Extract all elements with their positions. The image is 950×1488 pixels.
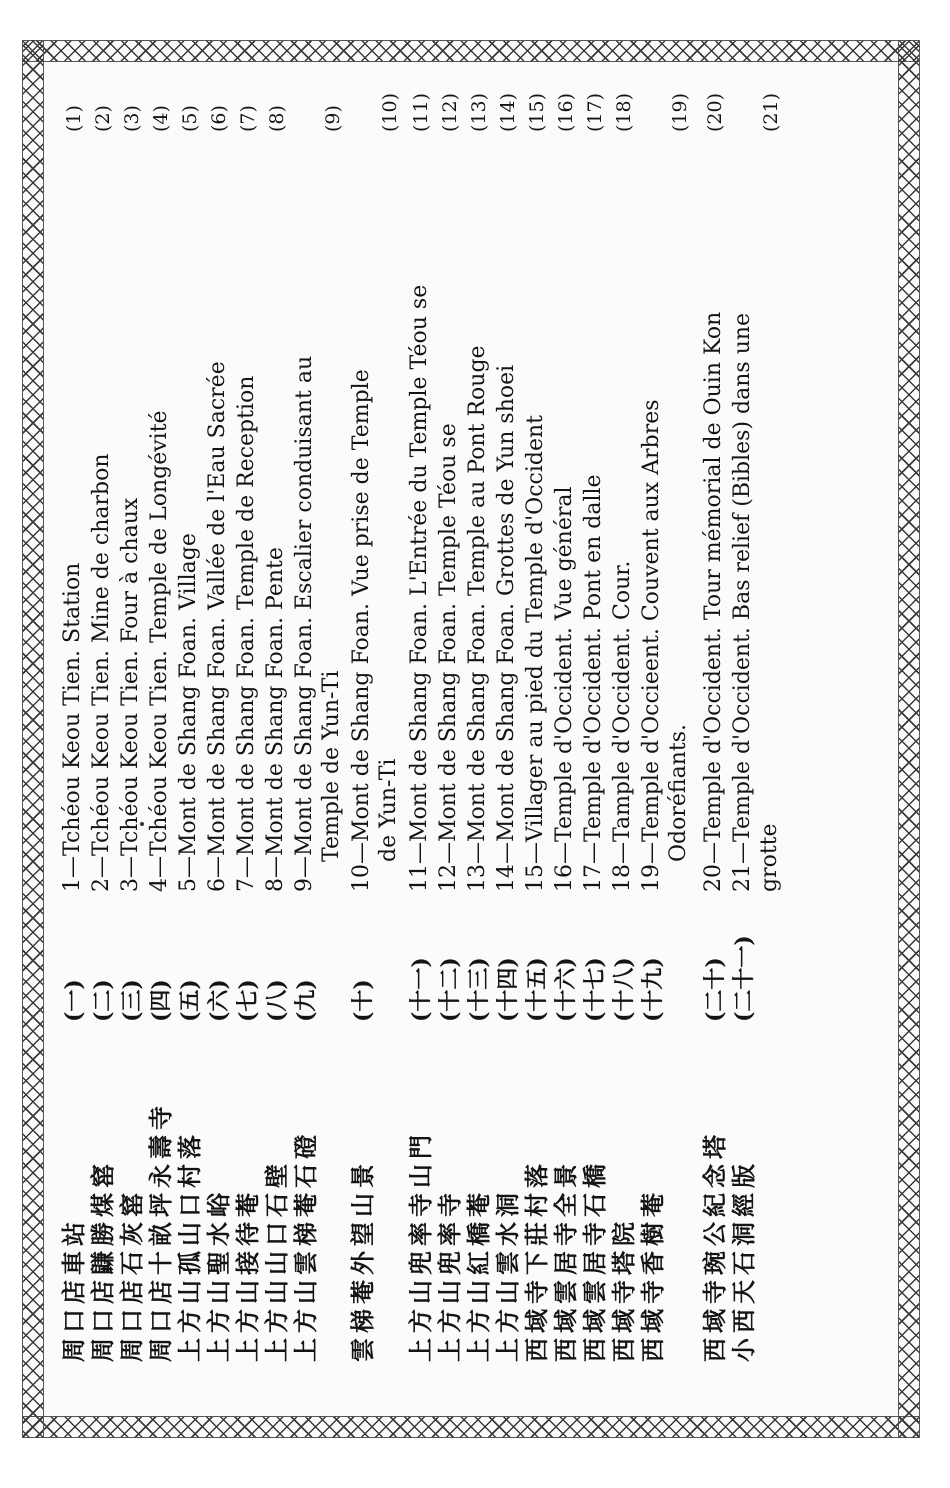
french-caption-line: 17—Temple d'Occident. Pont en dalle [581, 474, 606, 892]
chinese-number: (七) [235, 979, 261, 1022]
french-caption-line: 6—Mont de Shang Foan. Vallée de l'Eau Sacrée [205, 361, 230, 892]
french-caption-line: 10—Mont de Shang Foan. Vue prise de Temple [349, 369, 374, 892]
chinese-number: (十三) [466, 957, 492, 1022]
french-caption-line: 20—Temple d'Occident. Tour mémorial de Ouin Kon [701, 311, 726, 892]
chinese-caption: 上方山兜率寺山門 [406, 1130, 435, 1362]
french-caption [146, 192, 173, 892]
chinese-number: (十五) [524, 957, 550, 1022]
plate-number: (15) [526, 92, 548, 132]
caption-row [59, 62, 89, 1362]
french-caption-line: 7—Mont de Shang Foan. Temple de Reception [234, 375, 259, 892]
chinese-number: (十二) [437, 957, 463, 1022]
french-caption [88, 192, 115, 892]
chinese-number: (十) [350, 979, 376, 1022]
chinese-caption: 上方山孤山口村落 [175, 1130, 204, 1362]
caption-row [88, 62, 118, 1362]
chinese-caption: 西域寺香樹菴 [638, 1188, 667, 1362]
chinese-caption: 上方山紅橋菴 [464, 1188, 493, 1362]
french-caption-line: grotte [757, 823, 782, 892]
french-caption-line: 8—Mont de Shang Foan. Pente [263, 547, 288, 892]
border-right [898, 40, 920, 1438]
chinese-caption: 上方山雲水洞 [493, 1188, 522, 1362]
french-caption [435, 192, 462, 892]
french-caption [175, 192, 202, 892]
caption-row [609, 62, 639, 1362]
french-caption-line: 15—Villager au pied du Temple d'Occident [523, 414, 548, 892]
chinese-number: (二) [90, 979, 116, 1022]
caption-row [464, 62, 494, 1362]
caption-row [175, 62, 205, 1362]
french-caption-line: 12—Mont de Shang Foan. Temple Téou se [436, 423, 461, 892]
chinese-number: (十四) [495, 957, 521, 1022]
caption-row [522, 62, 552, 1362]
border-bottom [22, 1416, 920, 1438]
plate-number: (17) [584, 92, 606, 132]
french-caption-line: de Yun-Ti [376, 758, 401, 862]
caption-row [729, 62, 782, 1362]
french-caption-line: 11—Mont de Shang Foan. L'Entrée du Temple Téou se [407, 284, 432, 892]
french-caption [59, 192, 86, 892]
plate-number: (16) [555, 92, 577, 132]
french-caption [233, 192, 260, 892]
chinese-caption: 小西天石洞經版 [729, 1159, 758, 1362]
chinese-number: (一) [61, 979, 87, 1022]
plate-number: (18) [613, 92, 635, 132]
chinese-caption: 上方山雲梯菴石磴 [291, 1130, 320, 1362]
plate-number: (7) [237, 105, 259, 132]
french-caption [464, 192, 491, 892]
french-caption-line: 9—Mont de Shang Foan. Escalier conduisant au [292, 355, 317, 892]
chinese-caption: 上方山山口石壁 [262, 1159, 291, 1362]
french-caption [638, 192, 692, 892]
plate-number: (12) [439, 92, 461, 132]
french-caption [729, 192, 783, 892]
caption-row [233, 62, 263, 1362]
french-caption [204, 192, 231, 892]
french-caption-line: 1—Tchéou Keou Tien. Station [60, 562, 85, 892]
chinese-number: (十六) [553, 957, 579, 1022]
chinese-caption: 上方山兜率寺 [435, 1188, 464, 1362]
french-caption [406, 192, 433, 892]
plate-number: (2) [92, 105, 114, 132]
french-caption [580, 192, 607, 892]
french-caption-line: 2—Tchéou Keou Tien. Mine de charbon [89, 453, 114, 892]
chinese-caption: 西域寺琬公紀念塔 [700, 1130, 729, 1362]
french-caption-line: 4—Tchéou Keou Tien. Temple de Longévité [147, 410, 172, 892]
chinese-number: (八) [264, 979, 290, 1022]
chinese-caption: 西域雲居寺石橋 [580, 1159, 609, 1362]
chinese-number: (二十) [702, 957, 728, 1022]
plate-number: (11) [410, 92, 432, 132]
chinese-caption: 周口店十畝坪永壽寺 [146, 1101, 175, 1362]
plate-number: (6) [208, 105, 230, 132]
plate-number: (21) [760, 92, 782, 132]
french-caption-line: 14—Mont de Shang Foan. Grottes de Yun shoei [494, 364, 519, 892]
chinese-caption: 周口店鼸勝煤窰 [88, 1159, 117, 1362]
caption-row [348, 62, 401, 1362]
plate-number: (10) [379, 92, 401, 132]
plate-number: (4) [150, 105, 172, 132]
plate-number: (14) [497, 92, 519, 132]
chinese-caption: 周口店車站 [59, 1217, 88, 1362]
plate-number: (1) [63, 105, 85, 132]
chinese-number: (六) [206, 979, 232, 1022]
chinese-caption: 周口店石灰窰 [117, 1188, 146, 1362]
chinese-number: (十七) [582, 957, 608, 1022]
french-caption [522, 192, 549, 892]
caption-row [700, 62, 730, 1362]
french-caption [493, 192, 520, 892]
caption-row [551, 62, 581, 1362]
chinese-caption: 西域寺下莊村落 [522, 1159, 551, 1362]
french-caption-line: Odoréfiants. [666, 724, 691, 862]
plate-number: (5) [179, 105, 201, 132]
caption-row [406, 62, 436, 1362]
french-caption-line: Temple de Yun-Ti [319, 670, 344, 862]
chinese-caption: 上方山接待菴 [233, 1188, 262, 1362]
french-caption [700, 192, 727, 892]
french-caption-line: 16—Temple d'Occident. Vue général [552, 486, 577, 892]
chinese-caption: 西域寺塔院 [609, 1217, 638, 1362]
french-caption [348, 192, 402, 892]
plate-number: (8) [266, 105, 288, 132]
border-top [22, 40, 920, 62]
french-caption [551, 192, 578, 892]
caption-row [580, 62, 610, 1362]
caption-row [291, 62, 344, 1362]
plate-number: (3) [121, 105, 143, 132]
caption-row [204, 62, 234, 1362]
caption-row [435, 62, 465, 1362]
french-caption-line: 3—Tchéou Keou Tien. Four à chaux [118, 497, 143, 892]
chinese-number: (十八) [611, 957, 637, 1022]
border-left [22, 40, 44, 1438]
french-caption-line: 5—Mont de Shang Foan. Village [176, 533, 201, 892]
plate-number: (9) [322, 105, 344, 132]
french-caption-line: 19—Temple d'Occieent. Couvent aux Arbres [639, 399, 664, 892]
caption-row [117, 62, 147, 1362]
french-caption-line: 18—Tample d'Occident. Cour. [610, 560, 635, 892]
plate-number: (13) [468, 92, 490, 132]
chinese-number: (九) [293, 979, 319, 1022]
chinese-caption: 上方山聖水峪 [204, 1188, 233, 1362]
plate-number: (19) [669, 92, 691, 132]
caption-row [638, 62, 691, 1362]
caption-list [45, 62, 865, 1362]
plate-number: (20) [704, 92, 726, 132]
french-caption-line: 21—Temple d'Occident. Bas relief (Bibles) dans une [730, 312, 755, 892]
french-caption [609, 192, 636, 892]
chinese-number: (二十一) [731, 935, 757, 1022]
french-caption-line: 13—Mont de Shang Foan. Temple au Pont Rouge [465, 345, 490, 892]
caption-row [262, 62, 292, 1362]
chinese-number: (三) [119, 979, 145, 1022]
caption-row [493, 62, 523, 1362]
chinese-number: (四) [148, 979, 174, 1022]
french-caption [117, 192, 144, 892]
caption-row [146, 62, 176, 1362]
chinese-caption: 雲梯菴外望山景 [348, 1159, 377, 1362]
chinese-number: (十九) [640, 957, 666, 1022]
french-caption [291, 192, 345, 892]
chinese-caption: 西域雲居寺全景 [551, 1159, 580, 1362]
chinese-number: (五) [177, 979, 203, 1022]
chinese-number: (十一) [408, 957, 434, 1022]
french-caption [262, 192, 289, 892]
